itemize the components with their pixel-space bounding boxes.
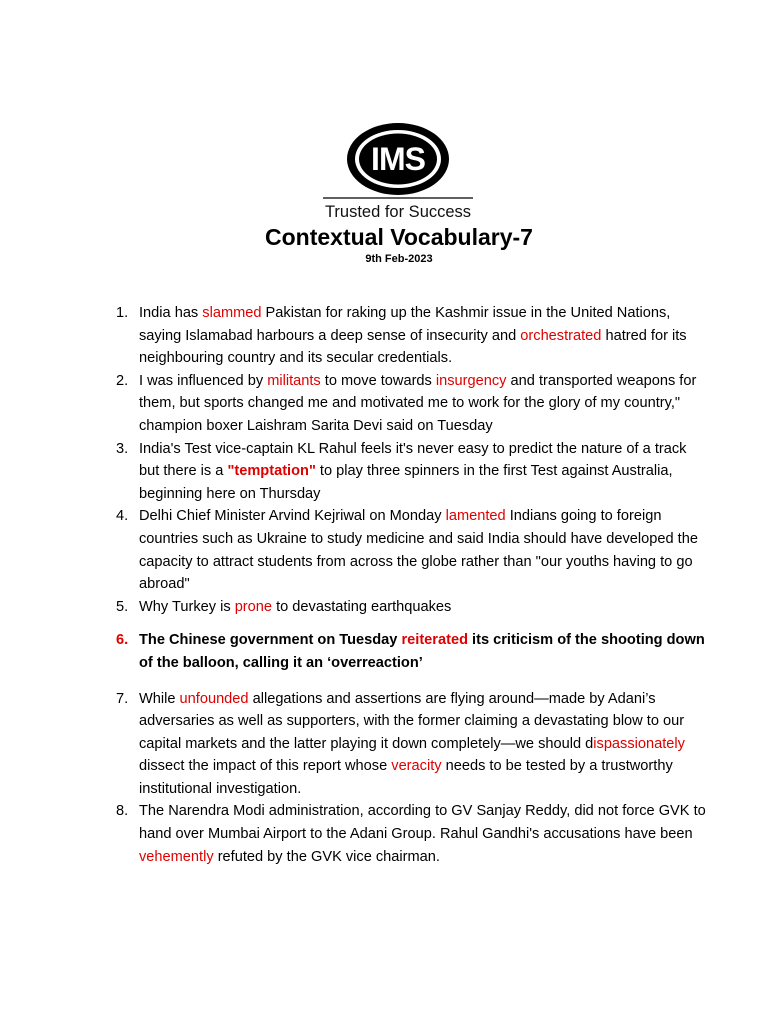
item-text: India's Test vice-captain KL Rahul feels it's never easy to predict the nature of a track but there is a [139,440,687,480]
list-item-number: 3. [116,440,129,457]
page-date: 9th Feb-2023 [365,253,433,265]
highlighted-word: vehemently [139,848,214,865]
ims-logo [322,122,474,220]
item-text: Why Turkey is [139,598,235,615]
list-item-number: 5. [116,598,129,615]
item-text: allegations and assertions are flying around—made by Adani’s adversaries as well as supporters, with the former claiming a devastating blow to our capital markets and the latter playing it down completely—we should d [139,690,685,752]
list-item [110,438,710,506]
highlighted-word: orchestrated [520,327,602,344]
highlighted-word: "temptation" [227,463,316,480]
list-item-number: 1. [116,305,129,321]
highlighted-word: prone [234,598,273,615]
item-text: The Chinese government on Tuesday [139,632,402,649]
highlighted-word: veracity [391,758,442,775]
logo-wordmark: IMS [371,141,425,177]
item-text: Indians going to foreign countries such as Ukraine to study medicine and said India should have developed the capacity to attract students from across the globe rather than "our youths having to go abroad" [139,508,698,593]
highlighted-word: unfounded [179,690,249,707]
list-item [110,629,710,674]
list-item-number: 8. [116,803,129,820]
highlighted-word: ispassionately [593,735,685,752]
list-item [110,800,710,868]
highlighted-word: slammed [202,305,262,321]
logo-tagline: Trusted for Success [324,203,472,220]
list-item [110,302,710,370]
item-text: Pakistan for raking up the Kashmir issue in the United Nations, saying Islamabad harbours a deep sense of insecurity and [139,305,671,344]
item-text: refuted by the GVK vice chairman. [213,848,440,865]
item-text: I was influenced by [139,372,268,389]
item-text: and transported weapons for them, but sports changed me and motivated me to work for the glory of my country," champion boxer Laishram Sarita Devi said on Tuesday [139,372,697,434]
highlighted-word: reiterated [401,632,468,649]
item-text: its criticism of the shooting down of the balloon, calling it an ‘overreaction’ [139,632,705,671]
list-item-number: 6. [116,632,129,649]
item-text: While [139,690,180,707]
list-item-number: 4. [116,508,129,525]
item-text: needs to be tested by a trustworthy institutional investigation. [139,758,673,797]
list-item [110,505,710,595]
page-title: Contextual Vocabulary-7 [265,224,533,250]
list-item [110,596,710,619]
item-text: dissect the impact of this report whose [139,758,392,775]
list-item-number: 7. [116,690,129,707]
ims-logo-icon [322,122,474,220]
highlighted-word: militants [267,372,321,389]
item-text: The Narendra Modi administration, according to GV Sanjay Reddy, did not force GVK to hand over Mumbai Airport to the Adani Group. Rahul Gandhi's accusations have been [139,803,706,843]
list-item [110,370,710,438]
vocabulary-list [110,302,710,868]
item-text: to play three spinners in the first Test against Australia, beginning here on Thursday [139,463,673,502]
item-text: Delhi Chief Minister Arvind Kejriwal on Monday [139,508,446,525]
highlighted-word: lamented [445,508,506,525]
item-text: India has [139,305,203,321]
item-text: to move towards [320,372,436,389]
item-text: to devastating earthquakes [272,598,452,615]
item-text: hatred for its neighbouring country and its secular credentials. [139,327,687,367]
list-item-number: 2. [116,372,129,389]
list-item [110,688,710,801]
highlighted-word: insurgency [435,372,507,389]
